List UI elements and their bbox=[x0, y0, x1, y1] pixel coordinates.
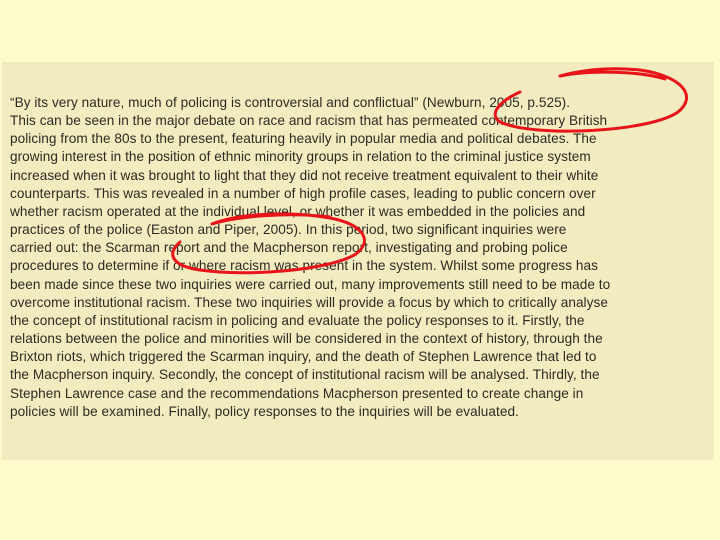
text-line: counterparts. This was revealed in a number of high profile cases, leading to public concern over bbox=[10, 185, 596, 201]
text-line: increased when it was brought to light that they did not receive treatment equivalent to their white bbox=[10, 167, 599, 183]
text-line: the concept of institutional racism in policing and evaluate the policy responses to it. Firstly, the bbox=[10, 312, 585, 328]
text-line: overcome institutional racism. These two inquiries will provide a focus by which to critically analyse bbox=[10, 294, 608, 310]
essay-paragraph bbox=[10, 94, 710, 421]
text-line: the Macpherson inquiry. Secondly, the concept of institutional racism will be analysed. Thirdly, the bbox=[10, 367, 600, 383]
text-line: growing interest in the position of ethnic minority groups in relation to the criminal justice system bbox=[10, 149, 591, 165]
text-line: been made since these two inquiries were carried out, many improvements still need to be made to bbox=[10, 276, 611, 292]
text-line: Stephen Lawrence case and the recommendations Macpherson presented to create change in bbox=[10, 385, 584, 401]
text-line: carried out: the Scarman report and the Macpherson report, investigating and probing police bbox=[10, 240, 568, 256]
text-line: This can be seen in the major debate on race and racism that has permeated contemporary British bbox=[10, 113, 608, 129]
text-line: Brixton riots, which triggered the Scarman inquiry, and the death of Stephen Lawrence that led to bbox=[10, 349, 597, 365]
text-line: practices of the police (Easton and Piper, 2005). In this period, two significant inquiries were bbox=[10, 222, 567, 238]
text-line: relations between the police and minorities will be considered in the context of history, through the bbox=[10, 331, 603, 347]
text-line: whether racism operated at the individual level, or whether it was embedded in the policies and bbox=[10, 203, 586, 219]
text-line: policies will be examined. Finally, policy responses to the inquiries will be evaluated. bbox=[10, 403, 519, 419]
text-line: procedures to determine if or where racism was present in the system. Whilst some progress has bbox=[10, 258, 598, 274]
text-line: policing from the 80s to the present, featuring heavily in popular media and political debates. The bbox=[10, 131, 597, 147]
text-line: “By its very nature, much of policing is controversial and conflictual” (Newburn, 2005, p.525). bbox=[10, 95, 571, 110]
